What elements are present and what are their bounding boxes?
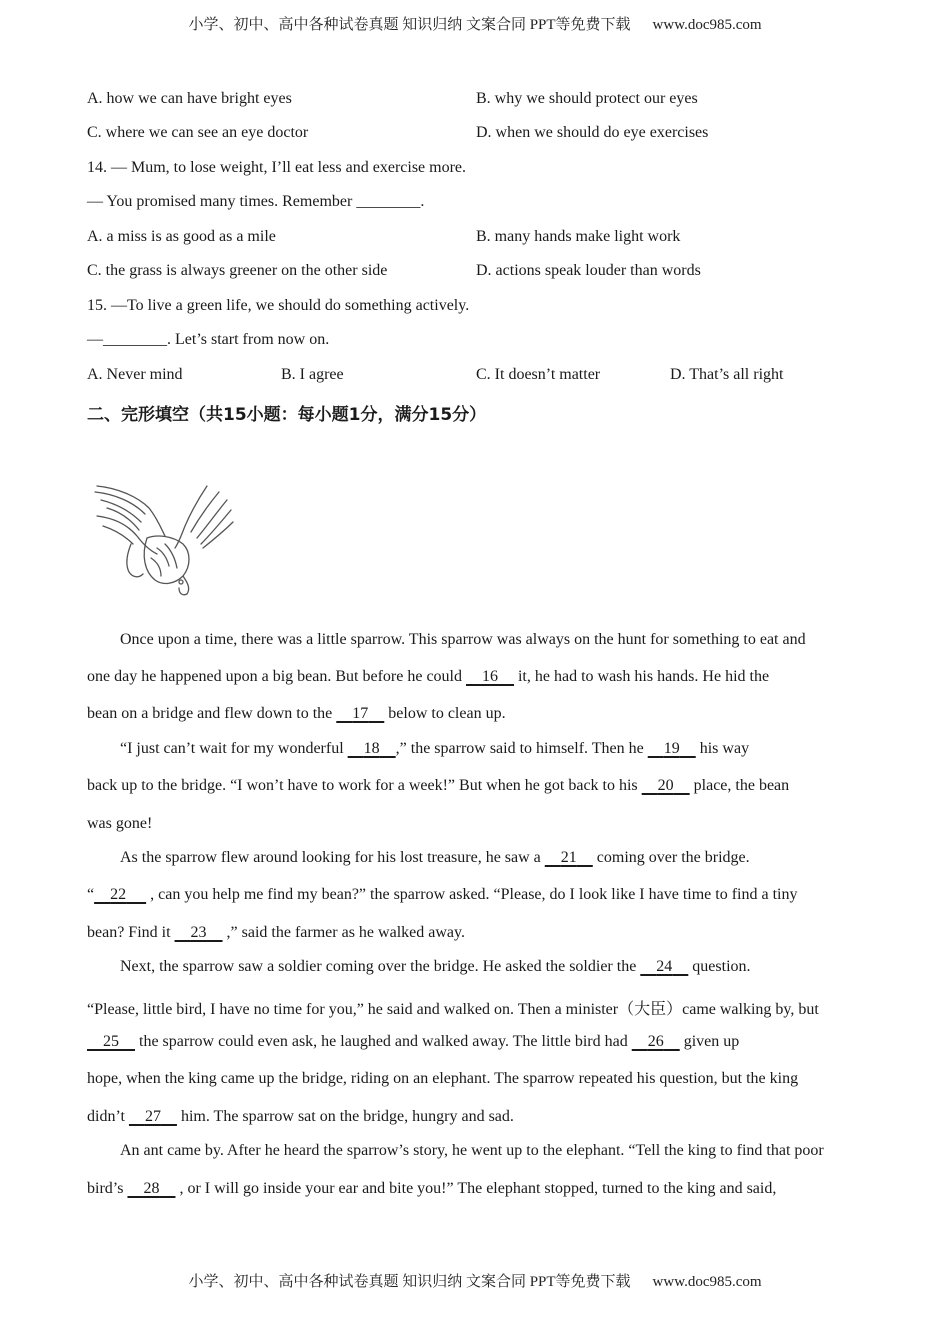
page-footer [0, 1270, 950, 1291]
q14-response: — You promised many times. Remember ________. [87, 193, 425, 210]
q15-option-c: C. It doesn’t matter [476, 366, 601, 383]
footer-url[interactable]: www.doc985.com [652, 1274, 762, 1290]
q14-option-a: A. a miss is as good as a mile [87, 228, 276, 245]
q14-option-d: D. actions speak louder than words [476, 262, 701, 279]
passage-line-9: bean? Find it 23 ,” said the farmer as he walked away. [87, 924, 465, 941]
q13-option-a: A. how we can have bright eyes [87, 90, 292, 107]
blank-22[interactable]: 22 [110, 886, 127, 903]
blank-21[interactable]: 21 [560, 849, 577, 866]
passage-line-5: back up to the bridge. “I won’t have to work for a week!” But when he got back to his 20 place, the bean [87, 777, 790, 794]
blank-17[interactable]: 17 [352, 705, 369, 722]
q14-option-b: B. many hands make light work [476, 228, 681, 245]
blank-23[interactable]: 23 [190, 924, 207, 941]
sparrow-illustration [87, 478, 237, 598]
q14-question: 14. — Mum, to lose weight, I’ll eat less and exercise more. [87, 159, 467, 176]
q15-response: —________. Let’s start from now on. [87, 331, 330, 348]
passage-line-1: Once upon a time, there was a little sparrow. This sparrow was always on the hunt for something to eat and [120, 631, 806, 648]
blank-26[interactable]: 26 [647, 1033, 664, 1050]
blank-18[interactable]: 18 [363, 740, 380, 757]
blank-24[interactable]: 24 [656, 958, 673, 975]
passage-line-14: didn’t 27 him. The sparrow sat on the bridge, hungry and sad. [87, 1108, 514, 1125]
q14-option-c: C. the grass is always greener on the other side [87, 262, 388, 279]
blank-20[interactable]: 20 [657, 777, 674, 794]
passage-line-13: hope, when the king came up the bridge, riding on an elephant. The sparrow repeated his question, but the king [87, 1070, 799, 1087]
blank-16[interactable]: 16 [481, 668, 498, 685]
passage-line-11: “Please, little bird, I have no time for you,” he said and walked on. Then a minister（大臣）came walking by, but [87, 1001, 819, 1018]
q15-question: 15. —To live a green life, we should do something actively. [87, 297, 470, 314]
blank-27[interactable]: 27 [144, 1108, 161, 1125]
passage-line-6: was gone! [87, 815, 153, 832]
blank-19[interactable]: 19 [663, 740, 680, 757]
q15-option-a: A. Never mind [87, 366, 183, 383]
q13-option-d: D. when we should do eye exercises [476, 124, 709, 141]
passage-line-16: bird’s 28 , or I will go inside your ear and bite you!” The elephant stopped, turned to the king and said, [87, 1180, 777, 1197]
passage-line-8: “ 22 , can you help me find my bean?” the sparrow asked. “Please, do I look like I have time to find a tiny [87, 886, 798, 903]
footer-text: 小学、初中、高中各种试卷真题 知识归纳 文案合同 PPT等免费下载 [188, 1274, 631, 1290]
blank-25[interactable]: 25 [103, 1033, 119, 1050]
passage-line-12: 25 the sparrow could even ask, he laughed and walked away. The little bird had 26 given up [87, 1033, 739, 1051]
passage-line-7: As the sparrow flew around looking for his lost treasure, he saw a 21 coming over the bridge. [120, 849, 750, 866]
q13-option-b: B. why we should protect our eyes [476, 90, 698, 107]
q13-option-c: C. where we can see an eye doctor [87, 124, 309, 141]
page-header [0, 13, 950, 34]
q15-option-d: D. That’s all right [670, 366, 784, 383]
passage-line-4: “I just can’t wait for my wonderful 18 ,” the sparrow said to himself. Then he 19 his way [120, 740, 750, 757]
header-url[interactable]: www.doc985.com [652, 17, 762, 33]
passage-line-15: An ant came by. After he heard the sparrow’s story, he went up to the elephant. “Tell the king to find that poor [120, 1142, 824, 1159]
header-text: 小学、初中、高中各种试卷真题 知识归纳 文案合同 PPT等免费下载 [188, 17, 631, 33]
section-title: 二、完形填空（共15小题：每小题1分，满分15分） [87, 405, 487, 425]
passage-line-2: one day he happened upon a big bean. But before he could 16 it, he had to wash his hands. He hid the [87, 668, 770, 685]
passage-line-3: bean on a bridge and flew down to the 17 below to clean up. [87, 705, 506, 722]
q15-option-b: B. I agree [281, 366, 344, 383]
blank-28[interactable]: 28 [143, 1180, 160, 1197]
passage-line-10: Next, the sparrow saw a soldier coming over the bridge. He asked the soldier the 24 question. [120, 958, 751, 975]
